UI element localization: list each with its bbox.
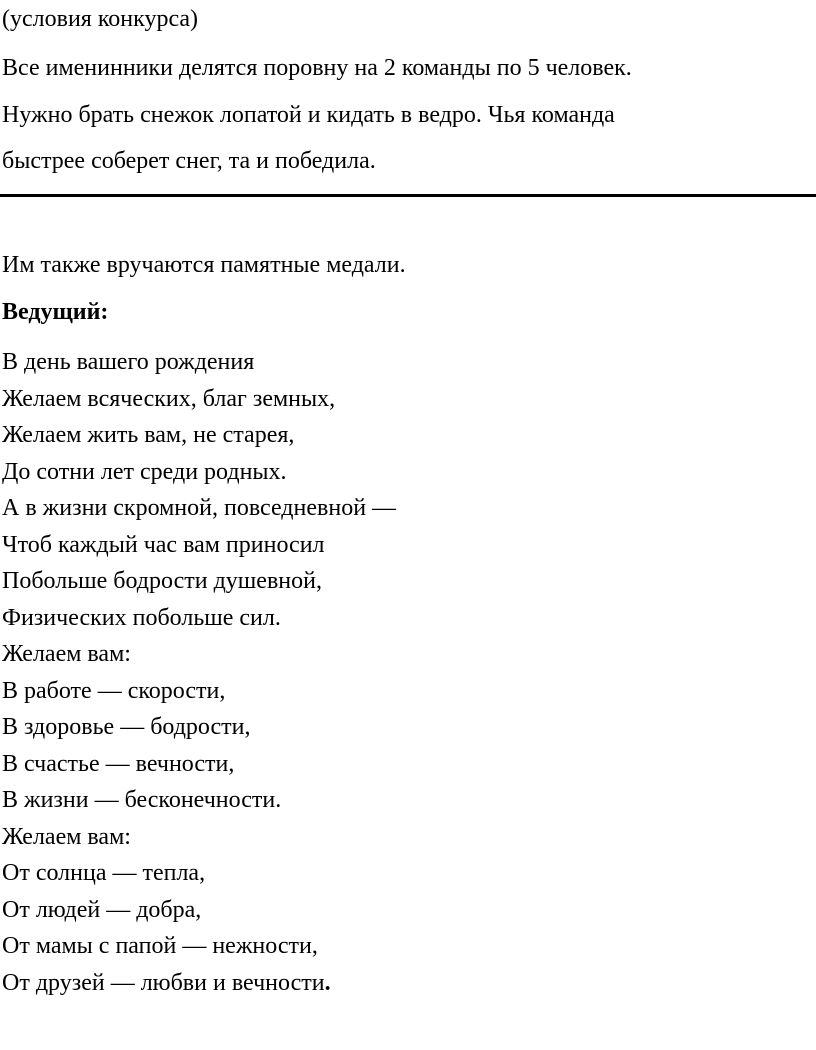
poem-line: Побольше бодрости душевной,: [2, 568, 322, 594]
poem-line: А в жизни скромной, повседневной —: [2, 495, 397, 521]
poem-line: В счастье — вечности,: [2, 750, 235, 777]
poem: [2, 344, 396, 1001]
contest-rules-line-1: Все именинники делятся поровну на 2 команды по 5 человек.: [2, 55, 632, 81]
poem-line: Желаем жить вам, не старея,: [2, 422, 295, 448]
poem-last-line: [2, 965, 396, 1002]
poem-line: От мамы с папой — нежности,: [2, 933, 318, 959]
poem-line: В здоровье — бодрости,: [2, 714, 251, 740]
poem-last-line-text: От друзей — любви и вечности: [2, 969, 325, 996]
contest-note: (условия конкурса): [2, 6, 199, 32]
poem-line: Желаем всяческих, благ земных,: [2, 385, 336, 412]
poem-line: Физических побольше сил.: [2, 604, 281, 631]
poem-line: От людей — добра,: [2, 896, 202, 923]
poem-line: Желаем вам:: [2, 823, 131, 850]
poem-line: В жизни — бесконечности.: [2, 787, 282, 813]
poem-line: От солнца — тепла,: [2, 860, 206, 886]
contest-rules-line-2: Нужно брать снежок лопатой и кидать в ведро. Чья команда: [2, 102, 615, 128]
poem-line: Желаем вам:: [2, 641, 131, 667]
poem-final-period: .: [324, 969, 331, 996]
medals-paragraph: Им также вручаются памятные медали.: [2, 252, 406, 278]
poem-line: В день вашего рождения: [2, 349, 255, 375]
horizontal-divider: [0, 194, 816, 197]
poem-line: До сотни лет среди родных.: [2, 458, 287, 485]
contest-rules-line-3: быстрее соберет снег, та и победила.: [2, 148, 376, 174]
poem-line: Чтоб каждый час вам приносил: [2, 531, 325, 558]
poem-line: В работе — скорости,: [2, 677, 226, 704]
host-heading: Ведущий:: [2, 299, 109, 325]
